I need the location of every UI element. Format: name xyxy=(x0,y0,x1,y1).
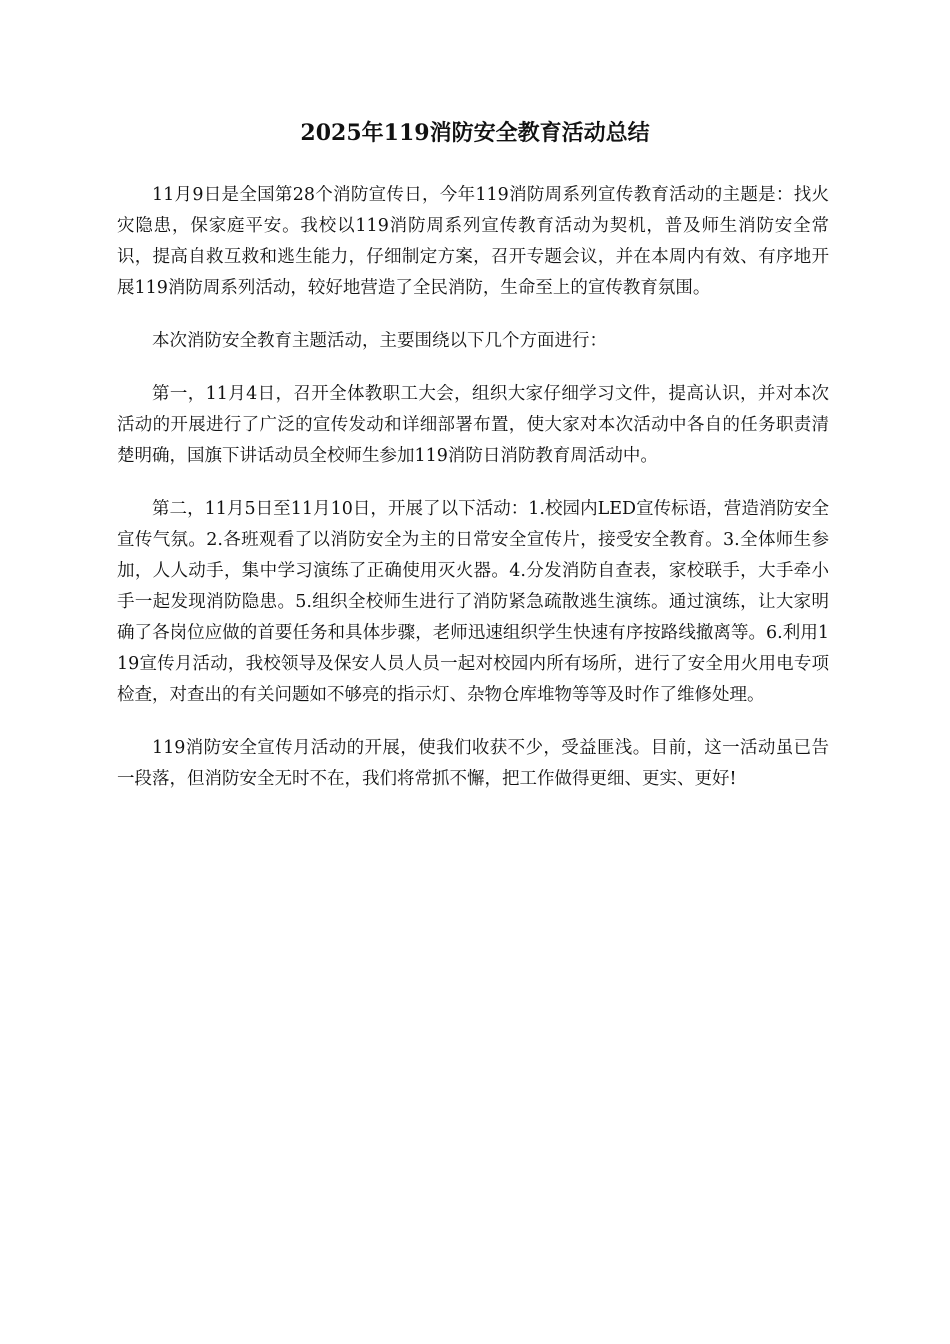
paragraph-overview: 本次消防安全教育主题活动，主要围绕以下几个方面进行： xyxy=(152,331,607,351)
paragraph-second: 第二，11月5日至11月10日，开展了以下活动：1.校园内LED宣传标语，营造消防安全宣传气氛。2.各班观看了以消防安全为主的日常安全宣传片，接受安全教育。3.全体师生参加，人人动手，集中学习演练了正确使用灭火器。4.分发消防自查表，家校联手，大手牵小手一起发现消防隐患。5.组织全校师生进行了消防紧急疏散逃生演练。通过演练，让大家明确了各岗位应做的首要任务和具体步骤，老师迅速组织学生快速有序按路线撤离等。6.利用119宣传月活动，我校领导及保安人员人员一起对校园内所有场所，进行了安全用火用电专项检查，对查出的有关问题如不够亮的指示灯、杂物仓库堆物等等及时作了维修处理。 xyxy=(117,499,829,705)
document-title: 2025年119消防安全教育活动总结 xyxy=(300,120,650,146)
document-body xyxy=(117,180,829,817)
paragraph-first: 第一，11月4日，召开全体教职工大会，组织大家仔细学习文件，提高认识，并对本次活动的开展进行了广泛的宣传发动和详细部署布置，使大家对本次活动中各自的任务职责清楚明确，国旗下讲话动员全校师生参加119消防日消防教育周活动中。 xyxy=(117,384,829,466)
paragraph-conclusion: 119消防安全宣传月活动的开展，使我们收获不少，受益匪浅。目前，这一活动虽已告一段落，但消防安全无时不在，我们将常抓不懈，把工作做得更细、更实、更好! xyxy=(117,738,829,789)
paragraph-intro: 11月9日是全国第28个消防宣传日，今年119消防周系列宣传教育活动的主题是：找火灾隐患，保家庭平安。我校以119消防周系列宣传教育活动为契机，普及师生消防安全常识，提高自救互救和逃生能力，仔细制定方案，召开专题会议，并在本周内有效、有序地开展119消防周系列活动，较好地营造了全民消防，生命至上的宣传教育氛围。 xyxy=(117,185,829,298)
